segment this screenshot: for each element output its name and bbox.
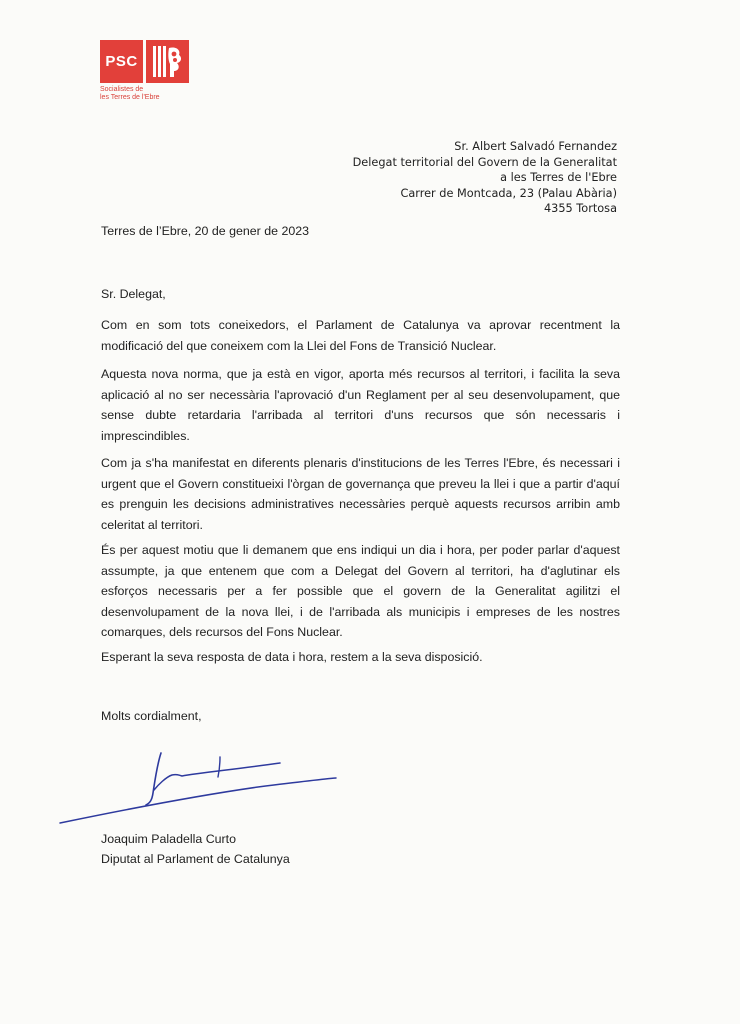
- paragraph-5: Esperant la seva resposta de data i hora, restem a la seva disposició.: [101, 650, 483, 664]
- recipient-street: Carrer de Montcada, 23 (Palau Abària): [400, 186, 617, 200]
- signer-title: Diputat al Parlament de Catalunya: [101, 852, 290, 866]
- paragraph-4: És per aquest motiu que li demanem que ens indiqui un dia i hora, per poder parlar d'aquest assumpte, ja que entenem que com a Delegat del Govern al territori, ha d'aglutinar els esforços necessaris per a fer possible que el govern de la Generalitat agilitzi el desenvolupament de la nova llei, i de l'arribada als municipis i empreses de les nostres comarques, dels recursos del Fons Nuclear.: [101, 543, 620, 640]
- handwritten-signature: [58, 745, 348, 835]
- date-line: Terres de l’Ebre, 20 de gener de 2023: [101, 224, 310, 238]
- recipient-region: a les Terres de l'Ebre: [500, 171, 617, 184]
- logo-abbr: PSC: [100, 40, 143, 83]
- recipient-role: Delegat territorial del Govern de la Generalitat: [352, 155, 617, 169]
- logo-subtitle-line2: les Terres de l'Ebre: [100, 94, 160, 101]
- paragraph-3: Com ja s'ha manifestat en diferents plenaris d'institucions de les Terres l'Ebre, és necessari i urgent que el Govern constitueixi l'òrgan de governança que preveu la llei i que a partir d'aquí es prenguin les decisions administratives necessàries perquè aquests recursos arribin amb celeritat al territori.: [101, 456, 620, 532]
- signer-name: Joaquim Paladella Curto: [101, 832, 236, 846]
- psc-logo: [100, 40, 192, 102]
- recipient-address: [353, 139, 617, 217]
- salutation: Sr. Delegat,: [101, 287, 166, 301]
- logo-subtitle: [100, 86, 192, 102]
- logo-boxes: [100, 40, 192, 83]
- closing: Molts cordialment,: [101, 709, 202, 723]
- paragraph-2: Aquesta nova norma, que ja està en vigor, aporta més recursos al territori, i facilita la seva aplicació al no ser necessària l'aprovació d'un Reglament per al seu desenvolupament, que sense dubte retardaria l'arribada al territori d'uns recursos que són necessaris i imprescindibles.: [101, 367, 620, 443]
- logo-emblem-icon: [146, 40, 189, 83]
- recipient-city: 4355 Tortosa: [543, 202, 617, 215]
- paragraph-1: Com en som tots coneixedors, el Parlament de Catalunya va aprovar recentment la modificació del que coneixem com la Llei del Fons de Transició Nuclear.: [101, 318, 620, 353]
- logo-subtitle-line1: Socialistes de: [100, 86, 144, 93]
- recipient-name: Sr. Albert Salvadó Fernandez: [454, 140, 617, 153]
